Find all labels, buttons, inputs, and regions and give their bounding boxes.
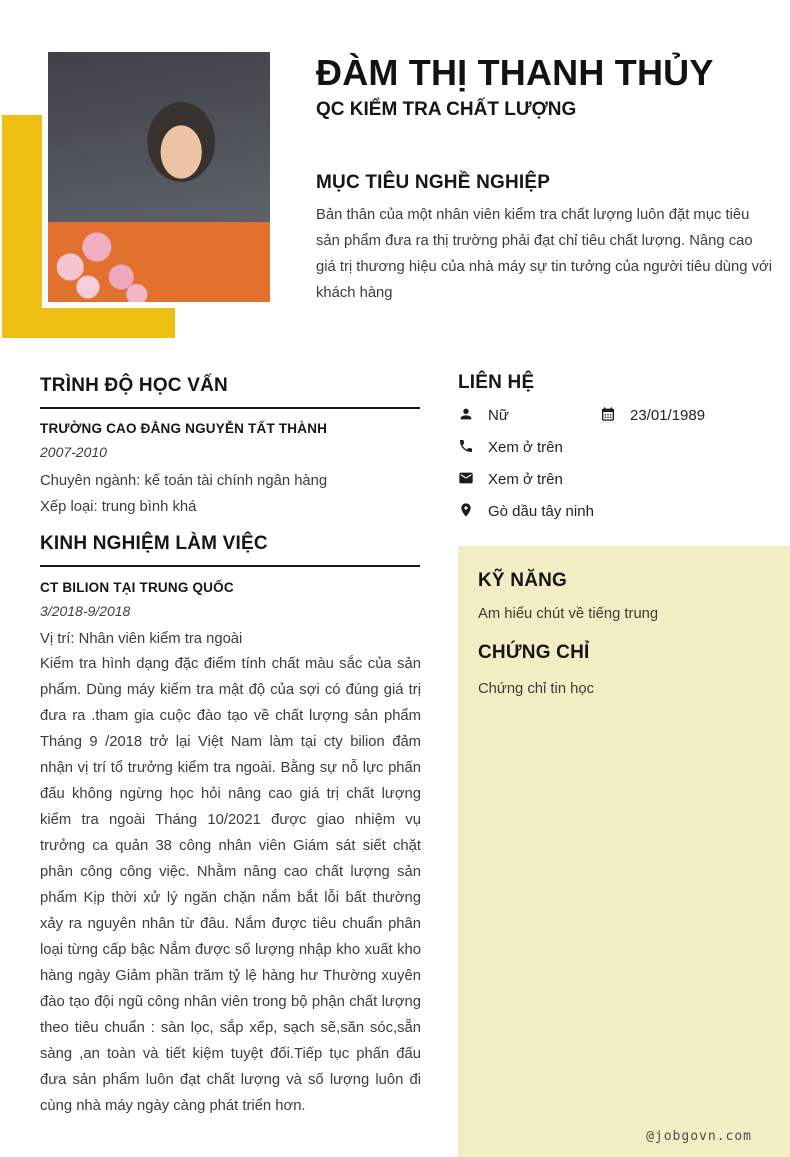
email-icon <box>458 470 474 486</box>
contact-row-phone <box>458 438 474 459</box>
experience-company: CT BILION TẠI TRUNG QUỐC <box>40 580 234 595</box>
contact-phone-value: Xem ở trên <box>488 439 563 456</box>
person-icon <box>458 406 474 422</box>
contact-email-value: Xem ở trên <box>488 471 563 488</box>
education-school: TRƯỜNG CAO ĐẲNG NGUYỄN TẤT THÀNH <box>40 421 328 436</box>
yellow-accent-column <box>2 115 42 338</box>
objective-text: Bản thân của một nhân viên kiểm tra chất lượng luôn đặt mục tiêu sản phẩm đưa ra thị trường phải đạt chỉ tiêu chất lượng. Nâng cao giá trị thương hiệu của nhà máy sự tin tưởng của người tiêu dùng với khách hàng <box>316 207 772 301</box>
contact-heading: LIÊN HỆ <box>458 372 535 393</box>
contact-address-value: Gò dầu tây ninh <box>488 503 594 520</box>
education-major: Chuyên ngành: kế toán tài chính ngân hàng <box>40 473 328 489</box>
contact-row-birthday <box>600 406 616 427</box>
location-icon <box>458 502 474 518</box>
watermark: @jobgovn.com <box>646 1129 752 1144</box>
calendar-icon <box>600 406 616 422</box>
certificates-text: Chứng chỉ tin học <box>478 681 595 697</box>
experience-description: Kiểm tra hình dạng đặc điểm tính chất màu sắc của sản phẩm. Dùng máy kiểm tra mật độ của sợi có đúng giá trị đưa ra .tham gia cuộc đào tạo về chất lượng sản phẩm Tháng 9 /2018 trở lại Việt Nam làm tại cty bilion đảm nhận vị trí tổ trưởng kiểm tra ngoài. Bằng sự nỗ lực phấn đấu không ngừng học hỏi nâng cao giá trị chất lượng kiểm tra ngoài Tháng 10/2021 được giao nhiệm vụ trưởng ca quản 38 công nhân viên Giám sát siết chặt phân công công việc. Nhằm nâng cao chất lượng sản phẩm Kịp thời xử lý ngăn chặn nắm bắt lỗi bất thường xảy ra nguyên nhân từ đâu. Nắm được tiêu chuẩn phân loại từng cấp bậc Nắm được số lượng nhập kho xuất kho hàng ngày Giảm phần trăm tỷ lệ hàng hư Thường xuyên đào tạo đội ngũ công nhân viên trong bộ phận chất lượng theo tiêu chuẩn : sàn lọc, sắp xếp, sạch sẽ,săn sóc,sẵn sàng ,an toàn và tiết kiệm tuyệt đối.Tiếp tục phấn đấu đưa sản phẩm luôn đạt chất lượng và số lượng luôn đi cùng nhà máy ngày càng phát triển hơn. <box>40 656 421 1114</box>
education-grade: Xếp loại: trung bình khá <box>40 499 197 515</box>
contact-row-address <box>458 502 474 523</box>
experience-heading: KINH NGHIỆM LÀM VIỆC <box>40 533 268 554</box>
objective-heading: MỤC TIÊU NGHỀ NGHIỆP <box>316 172 551 193</box>
experience-divider <box>40 565 420 567</box>
contact-birthday-value: 23/01/1989 <box>630 407 706 424</box>
job-title: QC KIỂM TRA CHẤT LƯỢNG <box>316 99 577 120</box>
yellow-accent-bar <box>2 308 175 338</box>
experience-position: Vị trí: Nhân viên kiểm tra ngoài <box>40 631 243 647</box>
profile-photo <box>48 52 270 302</box>
education-divider <box>40 407 420 409</box>
page-title: ĐÀM THỊ THANH THỦY <box>316 52 714 93</box>
education-heading: TRÌNH ĐỘ HỌC VẤN <box>40 375 228 396</box>
contact-row-email <box>458 470 474 491</box>
education-period: 2007-2010 <box>40 444 107 460</box>
contact-row-gender <box>458 406 474 427</box>
skills-text: Am hiểu chút về tiếng trung <box>478 606 659 622</box>
skills-heading: KỸ NĂNG <box>478 570 568 591</box>
experience-period: 3/2018-9/2018 <box>40 603 131 619</box>
phone-icon <box>458 438 474 454</box>
certificates-heading: CHỨNG CHỈ <box>478 642 590 663</box>
skills-panel <box>458 546 790 1157</box>
contact-gender-value: Nữ <box>488 407 509 424</box>
